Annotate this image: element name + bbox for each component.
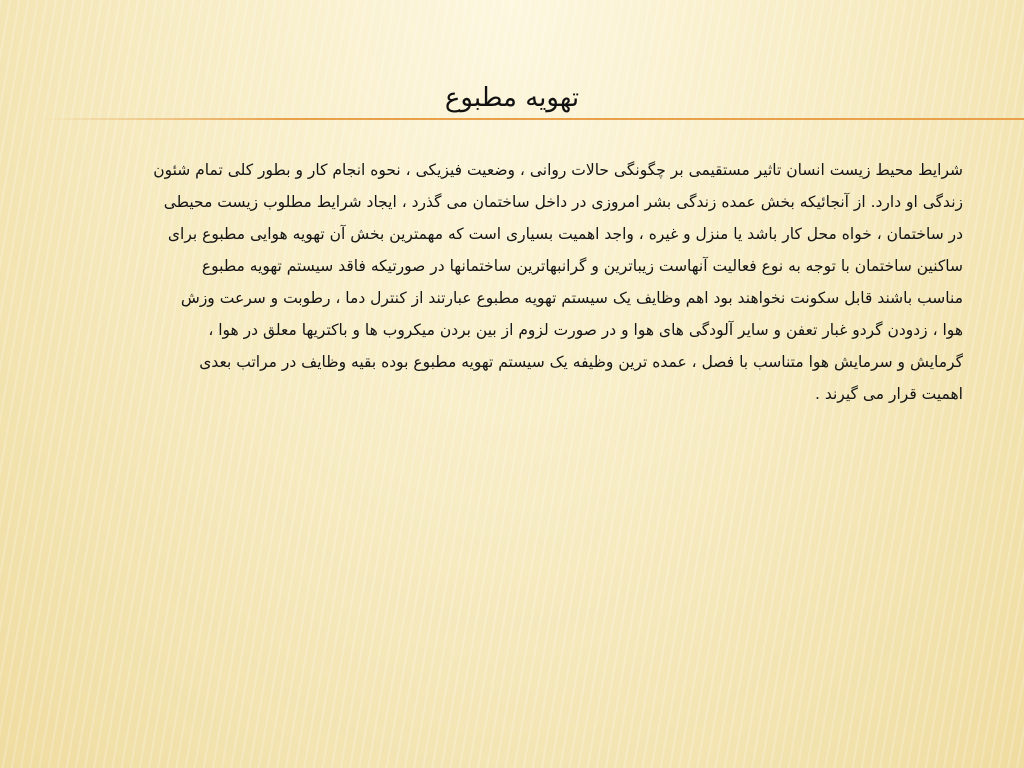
body-line: زندگی او دارد. از آنجائیکه بخش عمده زندگی بشر امروزی در داخل ساختمان می گذرد ، ایجاد شرایط مطلوب زیست محیطی xyxy=(163,193,963,211)
slide-title: تهویه مطبوع xyxy=(444,83,580,113)
body-line: ساکنین ساختمان با توجه به نوع فعالیت آنهاست زیباترین و گرانبهاترین ساختمانها در صورتیکه فاقد سیستم تهویه مطبوع xyxy=(201,257,963,275)
body-line: در ساختمان ، خواه محل کار باشد یا منزل و غیره ، واجد اهمیت بسیاری است که مهمترین بخش آن تهویه هوایی مطبوع برای xyxy=(167,225,963,243)
slide-body xyxy=(85,154,963,410)
body-line: هوا ، زدودن گردو غبار تعفن و سایر آلودگی های هوا و در صورت لزوم از بین بردن میکروب ها و باکتریها معلق در هوا ، xyxy=(208,321,963,339)
body-line: اهمیت قرار می گیرند . xyxy=(814,385,963,403)
title-divider xyxy=(40,118,1024,120)
body-line: گرمایش و سرمایش هوا متناسب با فصل ، عمده ترین وظیفه یک سیستم تهویه مطبوع بوده بقیه وظایف در مراتب بعدی xyxy=(199,353,963,371)
body-line: شرایط محیط زیست انسان تاثیر مستقیمی بر چگونگی حالات روانی ، وضعیت فیزیکی ، نحوه انجام کار و بطور کلی تمام شئون xyxy=(153,161,963,179)
body-line: مناسب باشند قابل سکونت نخواهند بود اهم وظایف یک سیستم تهویه مطبوع عبارتند از کنترل دما ، رطوبت و سرعت وزش xyxy=(180,289,963,307)
